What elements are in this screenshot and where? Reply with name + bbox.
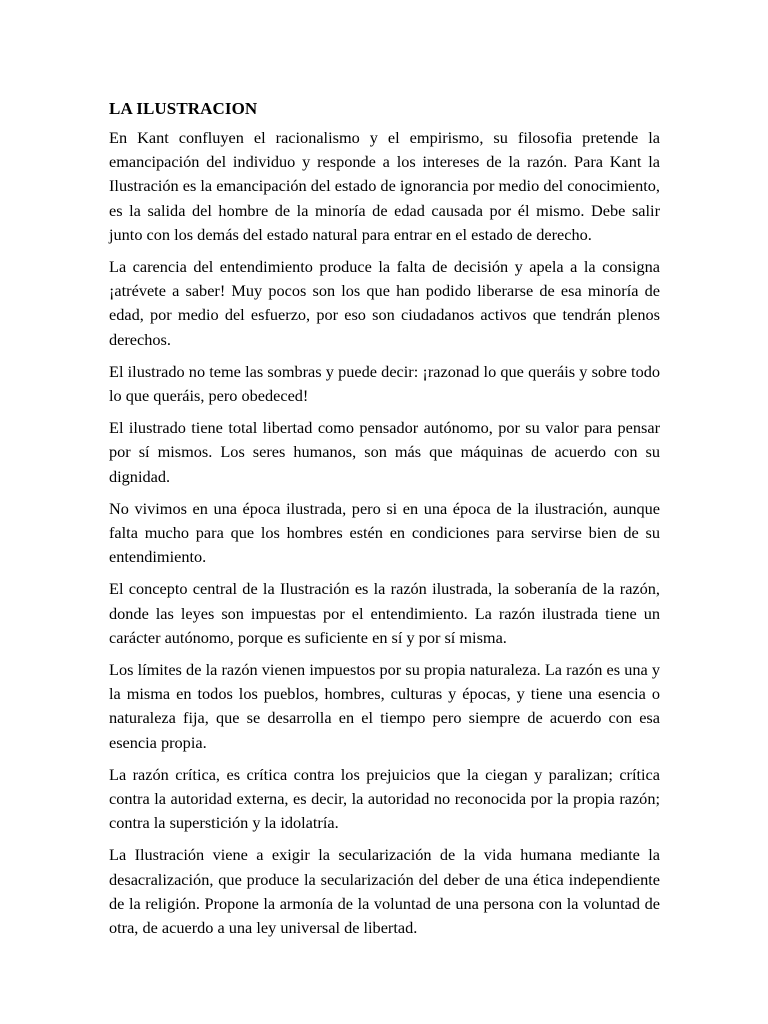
- paragraph-8: La razón crítica, es crítica contra los prejuicios que la ciegan y paralizan; crítica contra la autoridad externa, es decir, la autoridad no reconocida por la propia razón; contra la superstición y la idolatría.: [109, 764, 660, 833]
- paragraph-1: En Kant confluyen el racionalismo y el empirismo, su filosofia pretende la emancipación del individuo y responde a los intereses de la razón. Para Kant la Ilustración es la emancipación del estado de ignorancia por medio del conocimiento, es la salida del hombre de la minoría de edad causada por él mismo. Debe salir junto con los demás del estado natural para entrar en el estado de derecho.: [109, 128, 660, 244]
- paragraph-3: El ilustrado no teme las sombras y puede decir: ¡razonad lo que queráis y sobre todo lo que queráis, pero obedeced!: [109, 361, 660, 406]
- paragraph-6: El concepto central de la Ilustración es la razón ilustrada, la soberanía de la razón, donde las leyes son impuestas por el entendimiento. La razón ilustrada tiene un carácter autónomo, porque es suficiente en sí y por sí misma.: [109, 579, 660, 647]
- document-title: LA ILUSTRACION: [109, 99, 258, 118]
- paragraph-2: La carencia del entendimiento produce la falta de decisión y apela a la consigna ¡atrévete a saber! Muy pocos son los que han podido liberarse de esa minoría de edad, por medio del esfuerzo, por eso son ciudadanos activos que tendrán plenos derechos.: [109, 257, 660, 349]
- paragraph-4: El ilustrado tiene total libertad como pensador autónomo, por su valor para pensar por sí mismos. Los seres humanos, son más que máquinas de acuerdo con su dignidad.: [109, 418, 660, 486]
- paragraph-9: La Ilustración viene a exigir la secularización de la vida humana mediante la desacralización, que produce la secularización del deber de una ética independiente de la religión. Propone la armonía de la voluntad de una persona con la voluntad de otra, de acuerdo a una ley universal de libertad.: [109, 845, 660, 938]
- paragraph-7: Los límites de la razón vienen impuestos por su propia naturaleza. La razón es una y la misma en todos los pueblos, hombres, culturas y épocas, y tiene una esencia o naturaleza fija, que se desarrolla en el tiempo pero siempre de acuerdo con esa esencia propia.: [109, 660, 660, 752]
- paragraph-5: No vivimos en una época ilustrada, pero si en una época de la ilustración, aunque falta mucho para que los hombres estén en condiciones para servirse bien de su entendimiento.: [109, 498, 660, 567]
